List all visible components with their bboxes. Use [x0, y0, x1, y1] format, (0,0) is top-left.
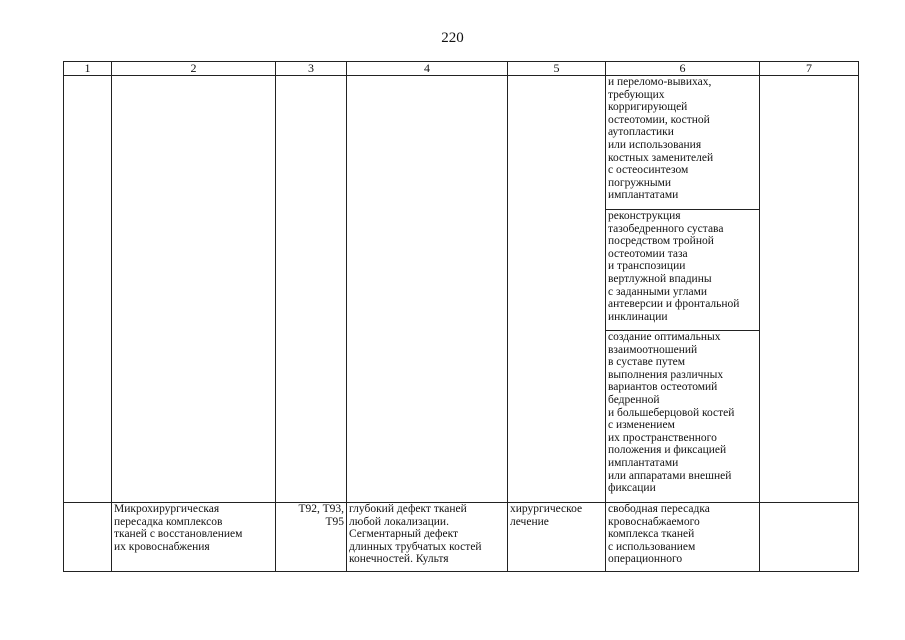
cell-procedure-name: Микрохирургическая пересадка комплексов тканей с восстановлением их кровоснабжения	[112, 503, 276, 572]
cell-col5-continued	[508, 76, 606, 503]
cell-icd-codes: T92, T93, T95	[276, 503, 347, 572]
column-header-row	[64, 62, 859, 76]
column-header-3: 3	[276, 62, 347, 76]
page-number: 220	[441, 30, 464, 46]
cell-col3-continued	[276, 76, 347, 503]
table-row	[64, 76, 859, 210]
column-header-4: 4	[347, 62, 508, 76]
cell-method-2: реконструкция тазобедренного сустава посредством тройной остеотомии таза и транспозиции вертлужной впадины с заданными углами антеверсии и фронтальной инклинации	[606, 210, 760, 331]
cell-method-1: и переломо-вывихах, требующих корригирующей остеотомии, костной аутопластики или использования костных заменителей с остеосинтезом погружными имплантатами	[606, 76, 760, 210]
cell-col1-continued	[64, 76, 112, 503]
column-header-7: 7	[760, 62, 859, 76]
table-row	[64, 503, 859, 572]
cell-col2-continued	[112, 76, 276, 503]
cell-treatment-type: хирургическое лечение	[508, 503, 606, 572]
cell-method: свободная пересадка кровоснабжаемого комплекса тканей с использованием операционного	[606, 503, 760, 572]
cell-row-col1	[64, 503, 112, 572]
cell-col7-continued	[760, 76, 859, 503]
column-header-2: 2	[112, 62, 276, 76]
procedures-table	[63, 61, 859, 572]
column-header-6: 6	[606, 62, 760, 76]
column-header-5: 5	[508, 62, 606, 76]
cell-method-3: создание оптимальных взаимоотношений в суставе путем выполнения различных вариантов остеотомий бедренной и большеберцовой костей с изменением их пространственного положения и фиксацией имплантатами или аппаратами внешней фиксации	[606, 331, 760, 503]
column-header-1: 1	[64, 62, 112, 76]
cell-col4-continued	[347, 76, 508, 503]
cell-diagnosis: глубокий дефект тканей любой локализации. Сегментарный дефект длинных трубчатых костей конечностей. Культя	[347, 503, 508, 572]
cell-row-col7	[760, 503, 859, 572]
